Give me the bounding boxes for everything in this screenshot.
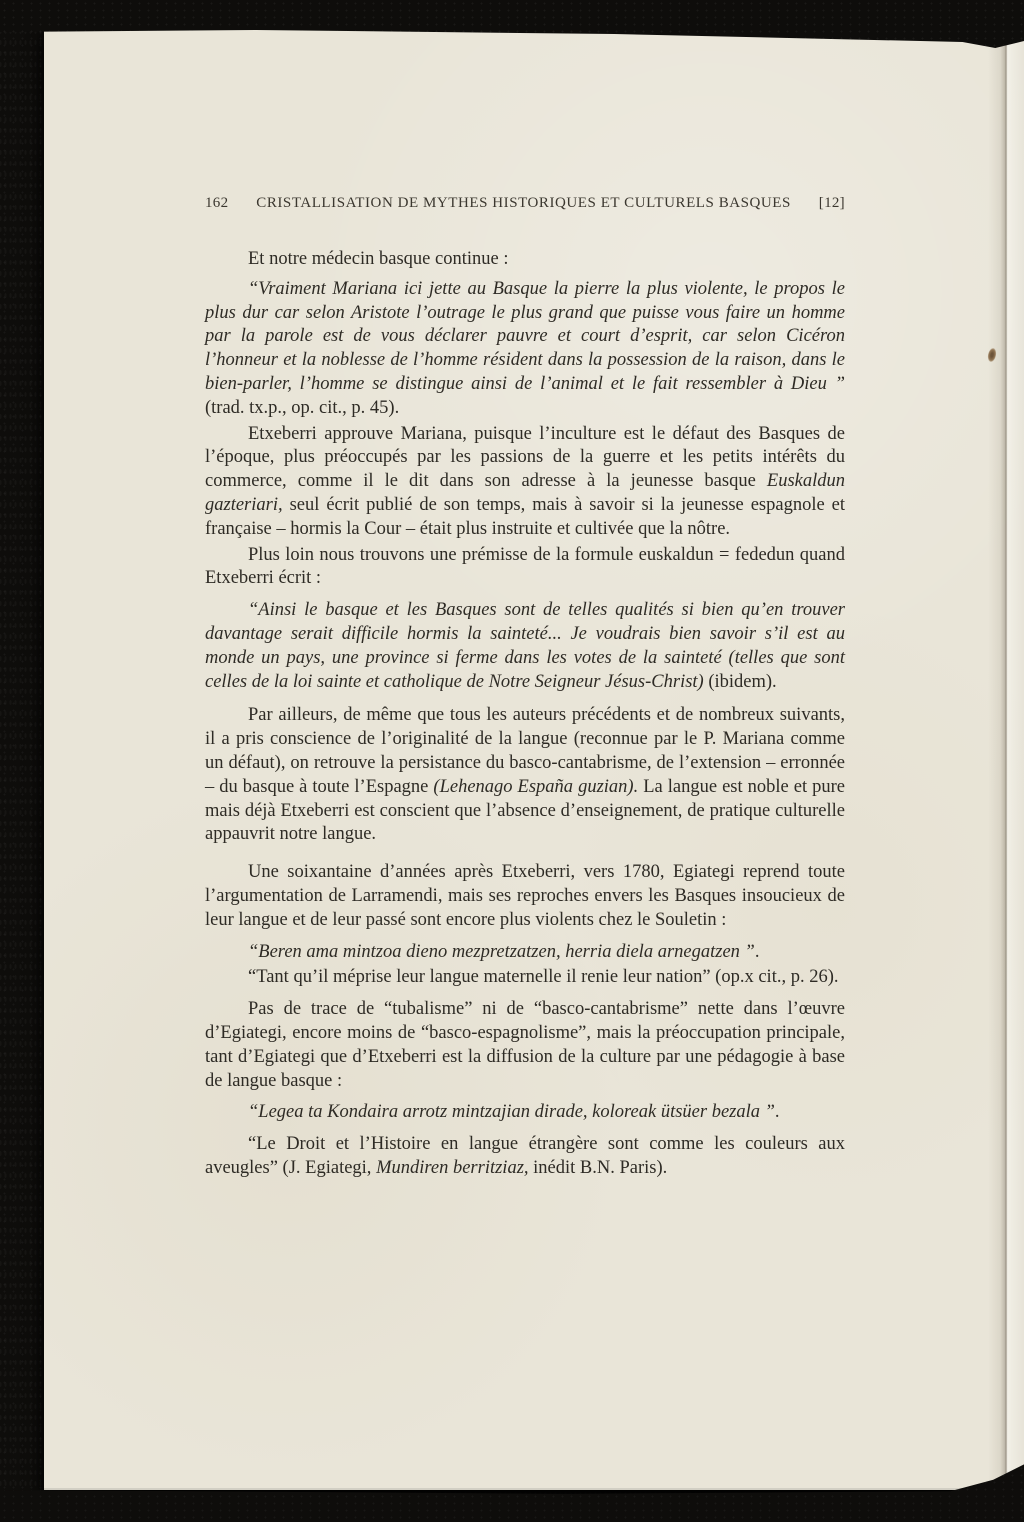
paper-blemish bbox=[987, 347, 998, 362]
block-quote-2 bbox=[205, 278, 845, 421]
block-quote-5 bbox=[205, 599, 845, 694]
text-segment: Pas de trace de “tubalisme” ni de “basco-cantabrisme” nette dans l’œuvre d’Egiategi, encore moins de “basco-espagnolisme”, mais la préoccupation principale, tant d’Egiategi que d’Etxeberri est la diffusion de la culture par une pédagogie à base de langue basque : bbox=[205, 999, 845, 1091]
italic-segment: (Lehenago España guzian). bbox=[433, 776, 639, 797]
paragraph-7 bbox=[205, 861, 845, 932]
paragraph-9 bbox=[205, 966, 845, 990]
text-segment: “Tant qu’il méprise leur langue maternelle il renie leur nation” (op.x cit., p. 26). bbox=[248, 967, 839, 988]
page-number: 162 bbox=[205, 195, 229, 211]
section-ref: [12] bbox=[818, 195, 845, 211]
italic-segment: Mundiren berritziaz, bbox=[376, 1157, 529, 1178]
text-segment: “Le Droit et l’Histoire en langue étrangère sont comme les couleurs aux aveugles” (J. Egiategi, bbox=[205, 1134, 845, 1178]
text-segment: Plus loin nous trouvons une prémisse de la formule euskaldun = fededun quand Etxeberri écrit : bbox=[205, 544, 845, 589]
text-block bbox=[205, 248, 845, 1181]
text-segment: Et notre médecin basque continue : bbox=[248, 249, 509, 269]
block-quote-11 bbox=[205, 1101, 845, 1125]
paragraph-1 bbox=[205, 248, 845, 272]
next-page-edge bbox=[1007, 30, 1024, 1488]
text-segment: inédit B.N. Paris). bbox=[528, 1157, 668, 1178]
italic-segment: Euskaldun gazteriari, bbox=[205, 471, 845, 515]
text-segment: La langue est noble et pure mais déjà Etxeberri est conscient que l’absence d’enseignement, de pratique culturelle appauvrit notre langue. bbox=[205, 776, 846, 845]
text-segment: . bbox=[754, 941, 760, 962]
italic-segment: “Vraiment Mariana ici jette au Basque la pierre la plus violente, le propos le plus dur car selon Aristote l’outrage le plus grand que puisse vous faire un homme par la parole est de vous déclarer pauvre et court d’esprit, car selon Cicéron l’honneur et la noblesse de l’homme résident dans la possession de la raison, dans le bien-parler, l’homme se distingue ainsi de l’animal et le fait ressembler à Dieu ” bbox=[205, 278, 845, 394]
text-segment: (trad. tx.p., op. cit., p. 45). bbox=[205, 397, 400, 418]
text-segment: Par ailleurs, de même que tous les auteurs précédents et de nombreux suivants, il a pris conscience de l’originalité de la langue (reconnue par le P. Mariana comme un défaut), on retrouve la persistance du basco-cantabrisme, de l’extension – erronnée – du basque à toute l’Espagne bbox=[205, 705, 845, 797]
text-column bbox=[205, 195, 845, 1181]
text-segment: Etxeberri approuve Mariana, puisque l’inculture est le défaut des Basques de l’époque, plus préoccupés par les passions de la guerre et les petits intérêts du commerce, comme il le dit dans son adresse à la jeunesse basque bbox=[205, 423, 845, 492]
text-segment: Une soixantaine d’années après Etxeberri, vers 1780, Egiategi reprend toute l’argumentation de Larramendi, mais ses reproches envers les Basques insoucieux de leur langue et de leur passé sont encore plus violents chez le Souletin : bbox=[205, 862, 845, 930]
paragraph-10 bbox=[205, 998, 845, 1093]
italic-segment: “Legea ta Kondaira arrotz mintzajian dirade, koloreak ütsüer bezala ” bbox=[248, 1102, 775, 1123]
paragraph-3 bbox=[205, 423, 845, 542]
text-segment: seul écrit publié de son temps, mais à savoir si la jeunesse espagnole et française – hormis la Cour – était plus instruite et cultivée que la nôtre. bbox=[205, 494, 845, 539]
chapter-title: CRISTALLISATION DE MYTHES HISTORIQUES ET CULTURELS BASQUES bbox=[256, 195, 791, 211]
italic-segment: “Beren ama mintzoa dieno mezpretzatzen, herria diela arnegatzen ” bbox=[248, 941, 755, 962]
paragraph-6 bbox=[205, 704, 845, 847]
italic-segment: “Ainsi le basque et les Basques sont de telles qualités si bien qu’en trouver davantage serait difficile hormis la sainteté... Je voudrais bien savoir s’il est au monde un pays, une province si ferme dans les votes de la sainteté (telles que sont celles de la loi sainte et catholique de Notre Seigneur Jésus-Christ) bbox=[205, 600, 845, 692]
paragraph-4 bbox=[205, 544, 845, 592]
text-segment: . bbox=[774, 1102, 780, 1123]
book-page bbox=[44, 30, 1024, 1490]
paragraph-12 bbox=[205, 1133, 845, 1181]
running-header bbox=[205, 195, 845, 212]
block-quote-8 bbox=[205, 941, 845, 965]
text-segment: (ibidem). bbox=[703, 671, 777, 692]
